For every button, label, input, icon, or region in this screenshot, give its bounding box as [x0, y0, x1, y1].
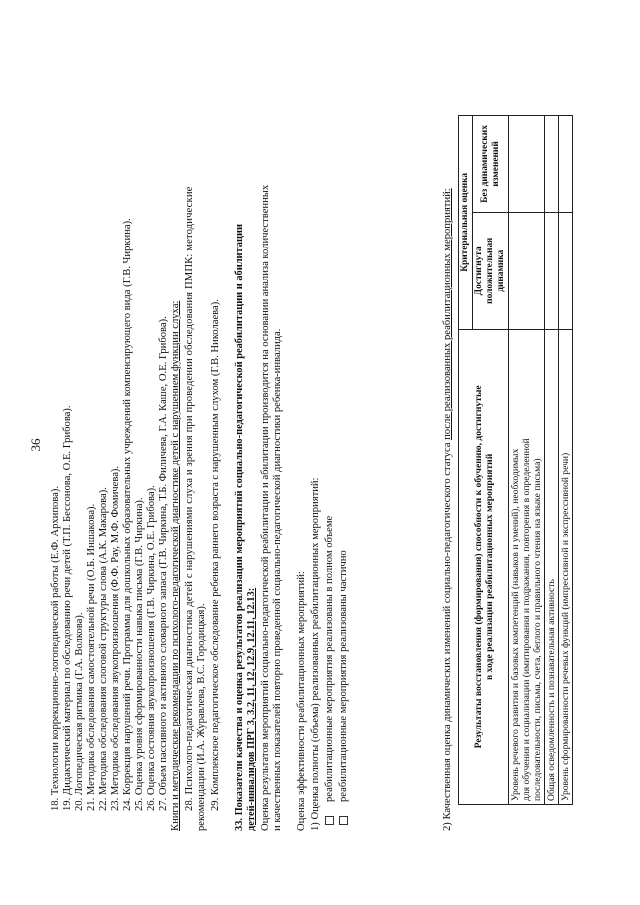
list-item: 22. Методика обследования слоговой структуры слова (А.К. Макарова). [98, 487, 109, 811]
list-item: 20. Логопедическая ритмика (Г.А. Волкова). [74, 612, 85, 811]
list-item: 19. Дидактический материал по обследованию речи детей (Т.П. Бессонова, О.Е. Грибова). [62, 405, 73, 811]
checkbox-label: реабилитационные мероприятия реализованы частично [338, 550, 349, 802]
table-header-results: Результаты восстановления (формирования) способности к обучению, достигнутые в ходе реализации реабилитационных мероприятий [459, 329, 509, 804]
table-cell-no-change[interactable] [509, 116, 545, 213]
table-cell-no-change[interactable] [545, 116, 559, 213]
completeness-heading: 1) Оценка полноты (объема) реализованных реабилитационных мероприятий: [310, 477, 321, 831]
table-row [559, 116, 573, 805]
list-item: 21. Методика обследования самостоятельной речи (О.Б. Иншакова). [86, 503, 97, 811]
efficiency-heading: Оценка эффективности реабилитационных мероприятий: [296, 571, 307, 831]
table-cell-result: Уровень сформированности речевых функций (импрессивной и экспрессивной речи) [559, 329, 573, 804]
checkbox-option-full[interactable] [324, 516, 336, 825]
table-cell-positive[interactable] [545, 212, 559, 329]
assessment-text: и качественных показателей повторно проведенной социально-педагогической диагностики ребенка-инвалида. [272, 328, 283, 831]
assessment-text: Оценка результатов мероприятий социально-педагогической реабилитации и абилитации производится на основании анализа количественных [260, 184, 271, 831]
criteria-table [458, 115, 573, 805]
table-row [509, 116, 545, 805]
table-cell-result: Общая осведомленность и познавательная активность [545, 329, 559, 804]
checkbox-label: реабилитационные мероприятия реализованы в полном объеме [324, 515, 335, 802]
table-header-no-change: Без динамических изменений [473, 116, 509, 213]
checkbox-icon[interactable] [325, 816, 334, 825]
list-item: 27. Объем пассивного и активного словарного запаса (Г.В. Чиркина, Т.Б. Филичева, Г.А. Каше, О.Е. Грибова). [158, 316, 169, 811]
table-row [545, 116, 559, 805]
list-item-continuation: рекомендации (И.А. Журавлева, В.С. Городицкая). [196, 603, 207, 831]
table-cell-positive[interactable] [509, 212, 545, 329]
list-item: 25. Оценка уровня сформированности навыка письма (Г.В. Чиркина). [134, 497, 145, 811]
checkbox-icon[interactable] [339, 816, 348, 825]
table-cell-no-change[interactable] [559, 116, 573, 213]
table-cell-positive[interactable] [559, 212, 573, 329]
table-header-criterion: Критериальная оценка [459, 116, 473, 330]
list-item: 26. Оценка состояния звукопроизношения (Г.В. Чиркина, О.Е. Грибова). [146, 485, 157, 811]
qualitative-heading: 2) Качественная оценка динамических изменений социально-педагогического статуса после реализованных реабилитационных мероприятий: [442, 188, 453, 831]
list-item: 23. Методика обследования звукопроизношения (Ф.Ф. Рау, М.Ф. Фомичева). [110, 465, 121, 811]
page-number: 36 [28, 438, 43, 452]
list-item: 18. Технологии коррекционно-логопедической работы (Е.Ф. Архипова). [50, 485, 61, 811]
list-item: 29. Комплексное педагогическое обследование ребенка раннего возраста с нарушенным слухом (Г.В. Николаева). [210, 299, 221, 811]
list-item: 28. Психолого-педагогическая диагностика детей с нарушениями слуха и зрения при проведении обследования ПМПК: методические [184, 186, 195, 811]
section-heading-continuation: детей-инвалидов ПРГ 3, 3.2, 11, 12, 12.9, 12.11, 12.13: [246, 587, 257, 831]
list-item: 24. Коррекция нарушений речи. Программа для дошкольных образовательных учреждений компенсирующего вида (Г.В. Чиркина). [122, 218, 133, 811]
section-heading: 33. Показатели качества и оценка результатов реализации мероприятий социально-педагогической реабилитации и абилитации [234, 224, 245, 831]
checkbox-option-partial[interactable] [338, 550, 350, 825]
page-content [0, 55, 640, 835]
table-header-positive: Достигнута положительная динамика [473, 212, 509, 329]
books-heading: Книги и методические рекомендации по психолого-педагогической диагностике детей с нарушением функции слуха: [170, 300, 181, 831]
table-cell-result: Уровень речевого развития и базовых компетенций (навыков и умений), необходимых для обучения и социализации (имитирования и подражания, повторения в определенной последовательности, письма, счета, беглого и правильного чтения на языке письма) [509, 329, 545, 804]
